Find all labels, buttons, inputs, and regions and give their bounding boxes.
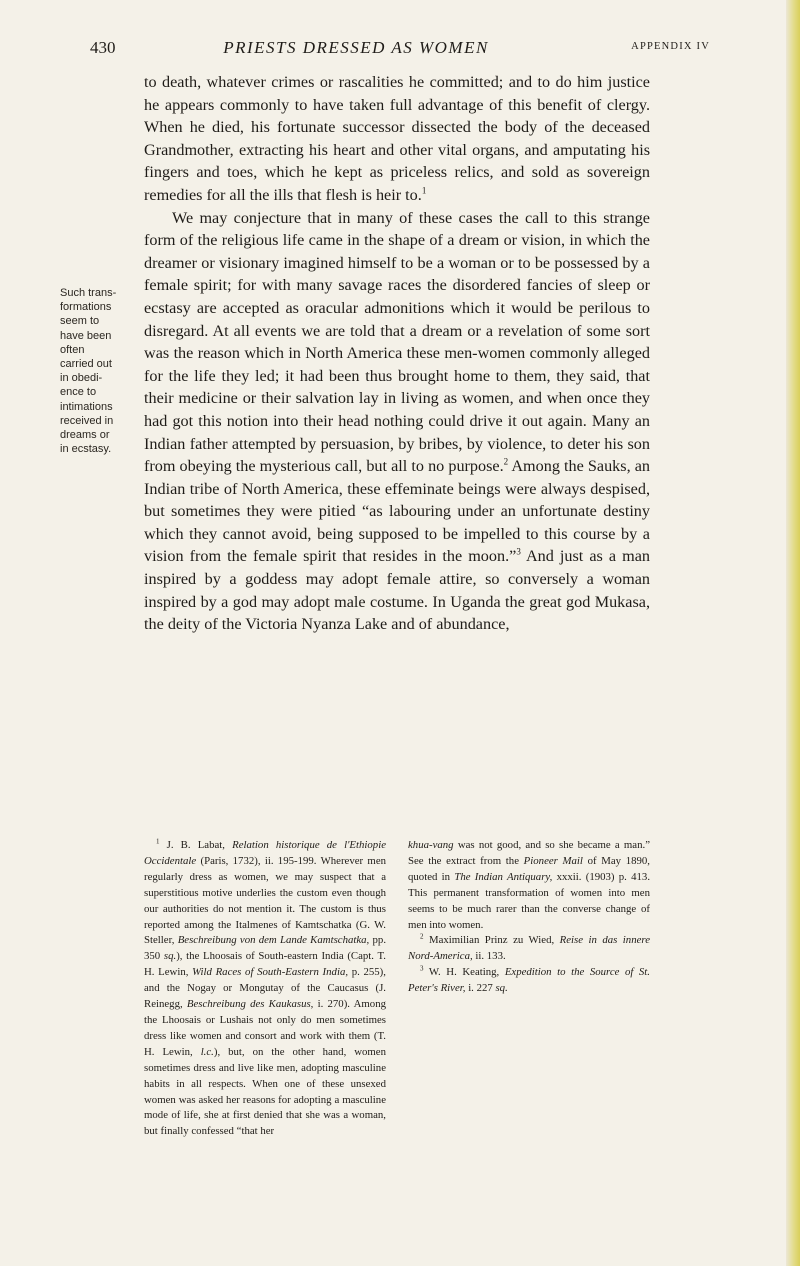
footnote-ref-3[interactable]: 3 <box>516 547 521 558</box>
footnotes-right-column <box>408 838 650 997</box>
margin-note-line: received in <box>60 414 114 427</box>
paragraph-1: to death, whatever crimes or rascalities he committed; and to do him justice he appears commonly to have taken full advantage of this benefit of clergy. When he died, his fortunate successor dissected the body of the deceased Grandmother, extracting his heart and other vital organs, and amputating his fingers and toes, which he kept as priceless relics, and sold as sovereign remedies for all the ills that flesh is heir to.$^1$ <box>144 73 650 204</box>
margin-note-line: formations <box>60 301 112 314</box>
margin-note-line: seem to <box>60 315 100 328</box>
footnotes-left-column <box>144 838 386 1140</box>
margin-note-line: Such trans- <box>60 287 117 299</box>
margin-note-line: ence to <box>60 386 97 399</box>
margin-note-line: dreams or <box>60 429 110 442</box>
margin-note-line: have been <box>60 329 112 342</box>
margin-note-line: in obedi- <box>60 372 103 385</box>
margin-note-line: carried out <box>60 358 112 371</box>
margin-note-line: often <box>60 343 85 356</box>
page-edge <box>786 0 800 1266</box>
page-number: 430 <box>90 38 116 57</box>
footnote-ref-1[interactable]: 1 <box>421 185 427 196</box>
running-header <box>90 38 710 66</box>
body-text <box>144 71 650 636</box>
running-title: PRIESTS DRESSED AS WOMEN <box>223 38 489 57</box>
footnote-1: $^1$ J. B. Labat, Relation historique de l'Ethiopie Occidentale (Paris, 1732), ii. 195-199. Wherever men regularly dress as women, we may suspect that a superstitious motive underlies the custom even though our authorities do not mention it. The custom is thus reported among the Italmenes of Kamtschatka (G. W. Steller, Beschreibung von dem Lande Kamtschatka, pp. 350 sq.), the Lhoosais of South-eastern India (Capt. T. H. Lewin, Wild Races of South-Eastern India, p. 255), and the Nogay or Mongutay of the Caucasus (J. Reinegg, Beschreibung des Kaukasus, i. 270). Among the Lhoosais or Lushais not only do men sometimes dress like women and consort and work with them (T. H. Lewin, l.c.), but, on the other hand, women sometimes dress and live like men, adopting masculine habits in all respects. When one of these unsexed women was asked her reasons for adopting a masculine mode of life, she at first denied that she was a woman, but finally confessed “that her <box>144 837 387 1138</box>
margin-note <box>60 286 140 456</box>
section-label: APPENDIX IV <box>631 41 710 52</box>
margin-note-line: intimations <box>60 400 113 413</box>
footnote-1-continued: khua-vang was not good, and so she became a man.” See the extract from the Pioneer Mail of May 1890, quoted in The Indian Antiquary, xxxii. (1903) p. 413. This permanent transformation of women into men seems to be much rarer than the converse change of men into women. <box>408 839 651 931</box>
footnote-ref-2[interactable]: 2 <box>503 456 509 467</box>
footnotes <box>144 838 650 1238</box>
footnote-3: $^3$ W. H. Keating, Expedition to the Source of St. Peter's River, i. 227 sq. <box>408 964 651 995</box>
footnote-2: $^2$ Maximilian Prinz zu Wied, Reise in das innere Nord-America, ii. 133. <box>408 932 650 963</box>
paragraph-2: We may conjecture that in many of these cases the call to this strange form of the religious life came in the shape of a dream or vision, in which the dreamer or visionary imagined himself to be a woman or to be possessed by a female spirit; for with many savage races the disordered fancies of sleep or ecstasy are accepted as oracular admonitions which it would be perilous to disregard. At all events we are told that a dream or a revelation of some sort was the reason which in North America these men-women commonly alleged for the life they led; it had been thus brought home to them, they said, that their medicine or their salvation lay in living as women, and when once they had got this notion into their head nothing could drive it out again. Many an Indian father attempted by persuasion, by bribes, by violence, to deter his son from obeying the mysterious call, but all to no purpose.$^2$ Among the Sauks, an Indian tribe of North America, these effeminate beings were always despised, but sometimes they were pitied “as labouring under an unfortunate destiny which they cannot avoid, being supposed to be impelled to this course by a vision from the female spirit that resides in the moon.”$^3$ And just as a man inspired by a goddess may adopt female attire, so conversely a woman inspired by a god may adopt male costume. In Uganda the great god Mukasa, the deity of the Victoria Nyanza Lake and of abundance, <box>144 208 651 634</box>
margin-note-line: in ecstasy. <box>60 443 112 456</box>
